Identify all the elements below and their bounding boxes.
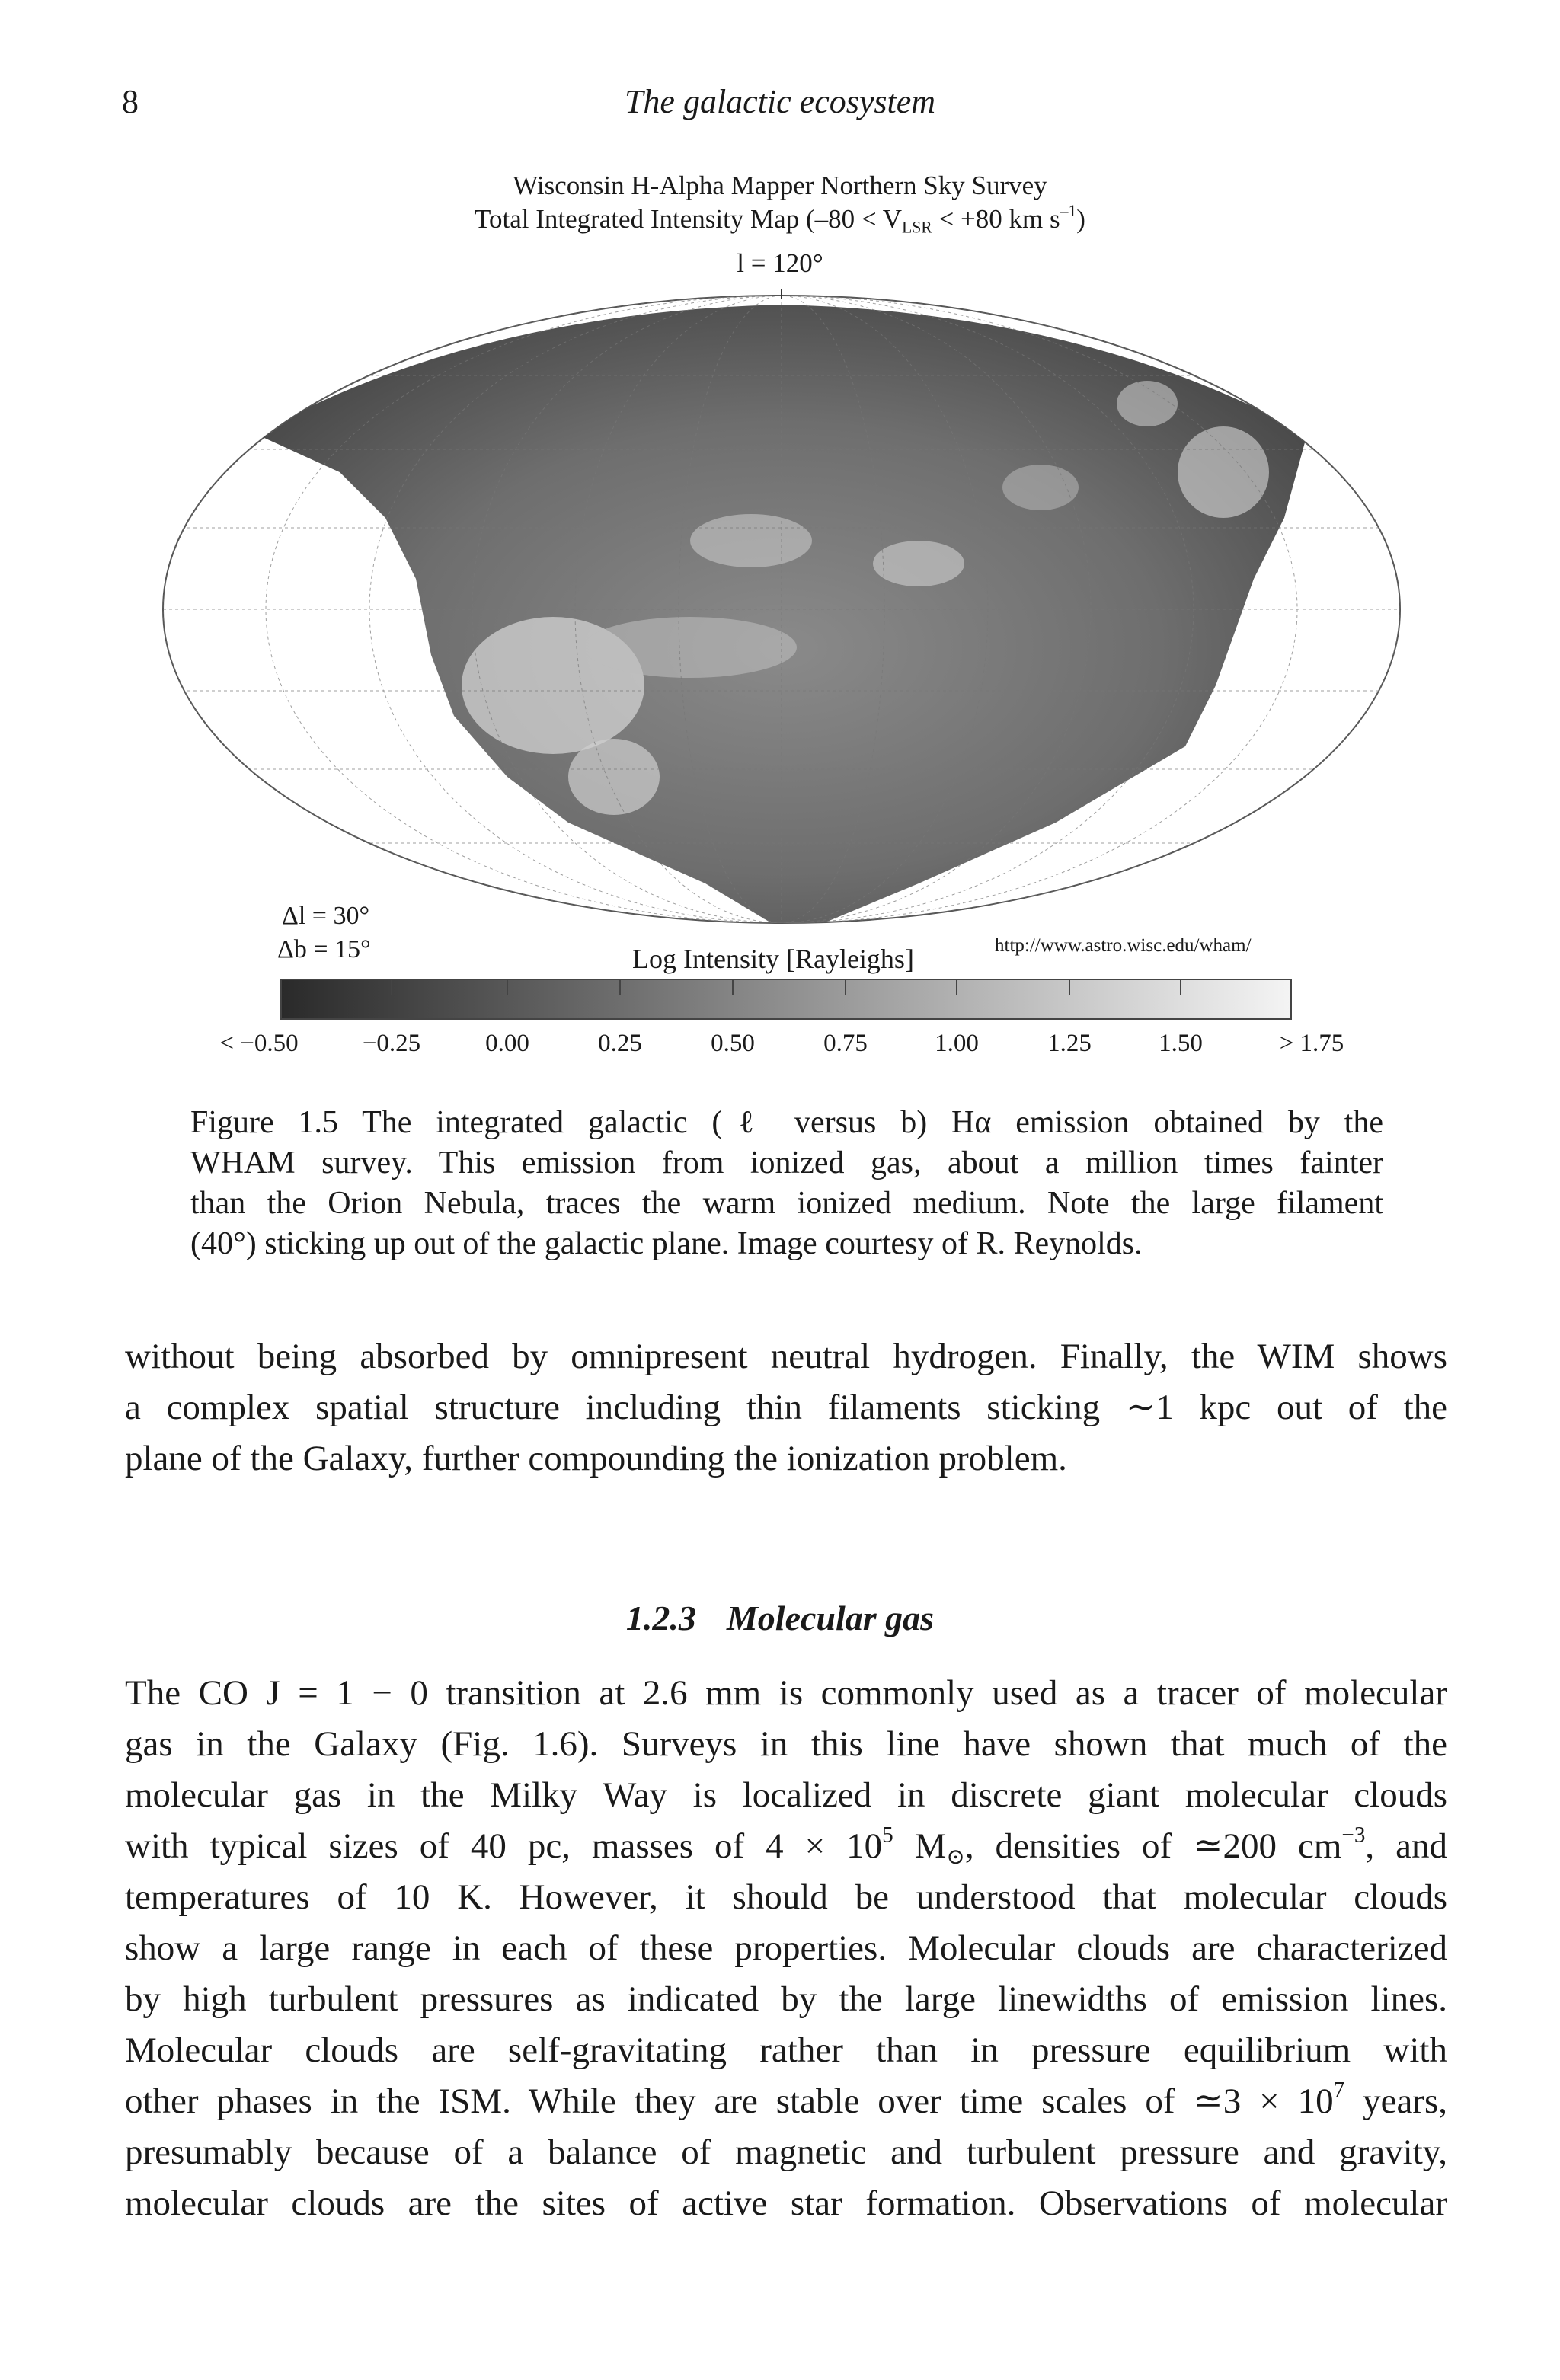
text-line: The CO J = 1 − 0 transition at 2.6 mm is commonly used as a tracer of molecular: [125, 1673, 1447, 1713]
longitude-center-label: l = 120°: [737, 248, 823, 278]
text-line: temperatures of 10 K. However, it should be understood that molecular clouds: [125, 1877, 1447, 1917]
running-title: The galactic ecosystem: [624, 83, 936, 120]
colorbar-tick-label: 0.75: [823, 1030, 868, 1057]
paragraph-wim: [125, 1331, 1447, 1484]
aitoff-sky-map: [157, 289, 1406, 929]
colorbar-tick-label: 0.00: [485, 1030, 529, 1057]
caption-line: WHAM survey. This emission from ionized gas, about a million times fainter: [190, 1145, 1383, 1180]
colorbar-title: Log Intensity [Rayleighs]: [632, 944, 914, 974]
paragraph-molecular-gas: [125, 1668, 1447, 2229]
intensity-colorbar: [280, 976, 1292, 1024]
colorbar-tick-label: 1.00: [935, 1030, 979, 1057]
text-line: by high turbulent pressures as indicated by the large linewidths of emission lines.: [125, 1979, 1447, 2019]
colorbar-tick-label: 1.25: [1047, 1030, 1092, 1057]
text-line: with typical sizes of 40 pc, masses of $4 \times 10^5$ $M_⊙$, densities of ≃200 $cm^{-3}$, and: [125, 1823, 1447, 1870]
colorbar-tick-label: −0.25: [362, 1030, 421, 1057]
section-heading: [0, 1598, 1560, 1638]
text-line: other phases in the ISM. While they are stable over time scales of ≃3 × $10^7$ years,: [125, 2078, 1447, 2121]
section-number: 1.2.3: [625, 1599, 696, 1637]
page-number: 8: [122, 83, 139, 120]
figure-title-line1: Wisconsin H-Alpha Mapper Northern Sky Survey: [513, 171, 1047, 200]
text-line: a complex spatial structure including thin filaments sticking ∼1 kpc out of the: [125, 1388, 1447, 1427]
colorbar-tick-label: 0.50: [711, 1030, 755, 1057]
colorbar-tick-label: > 1.75: [1279, 1030, 1344, 1057]
delta-l-label: Δl = 30°: [282, 902, 370, 930]
caption-line: than the Orion Nebula, traces the warm ionized medium. Note the large filament: [190, 1186, 1383, 1221]
colorbar-tick-label: 1.50: [1159, 1030, 1203, 1057]
source-url: http://www.astro.wisc.edu/wham/: [995, 935, 1252, 956]
delta-b-label: Δb = 15°: [277, 935, 371, 963]
text-line: without being absorbed by omnipresent neutral hydrogen. Finally, the WIM shows: [125, 1337, 1447, 1376]
text-line: gas in the Galaxy (Fig. 1.6). Surveys in this line have shown that much of the: [125, 1724, 1447, 1764]
section-title: Molecular gas: [726, 1599, 935, 1637]
colorbar-tick-label: 0.25: [598, 1030, 642, 1057]
figure-caption: [190, 1103, 1383, 1264]
caption-line: Figure 1.5 The integrated galactic (ℓ versus b) Hα emission obtained by the: [190, 1105, 1383, 1140]
text-line: show a large range in each of these properties. Molecular clouds are characterized: [125, 1928, 1447, 1968]
colorbar-tick-label: < −0.50: [219, 1030, 299, 1057]
figure-title-line2: Total Integrated Intensity Map ($-80 < V_{LSR} < +80$ km $s^{-1}$): [475, 201, 1085, 237]
text-line: Molecular clouds are self-gravitating rather than in pressure equilibrium with: [125, 2030, 1447, 2070]
text-line: molecular gas in the Milky Way is localized in discrete giant molecular clouds: [125, 1775, 1447, 1815]
text-line: molecular clouds are the sites of active star formation. Observations of molecular: [125, 2184, 1447, 2223]
text-line: plane of the Galaxy, further compounding the ionization problem.: [125, 1439, 1067, 1478]
caption-line: (40°) sticking up out of the galactic plane. Image courtesy of R. Reynolds.: [190, 1226, 1143, 1261]
text-line: presumably because of a balance of magnetic and turbulent pressure and gravity,: [125, 2132, 1447, 2172]
